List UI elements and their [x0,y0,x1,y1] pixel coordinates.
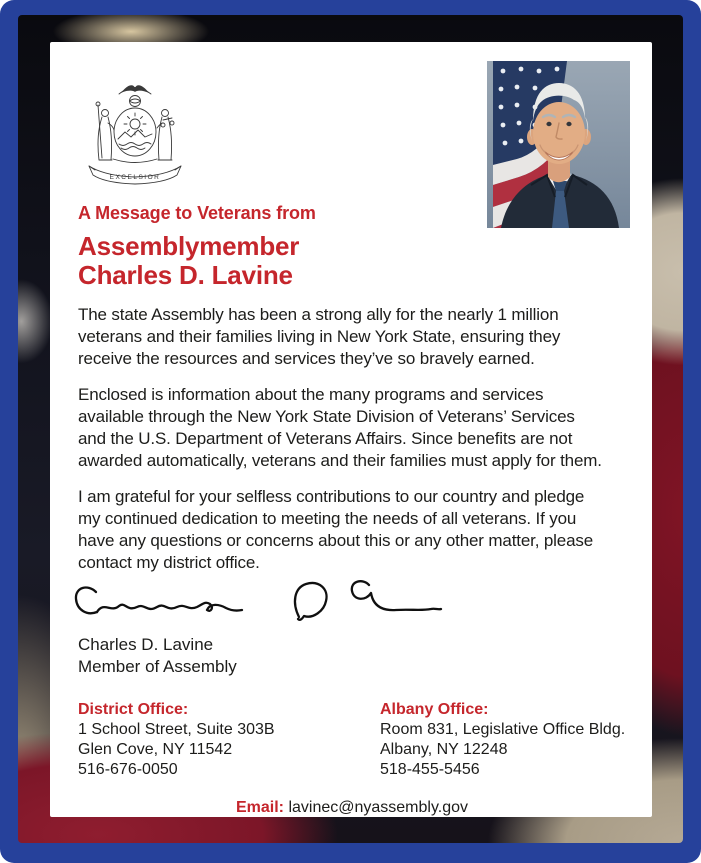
email-line [78,798,626,818]
email-label: Email: [235,799,284,816]
district-office-address-1: 1 School Street, Suite 303B [78,721,275,738]
signer-name: Charles D. Lavine [78,635,214,654]
albany-office-label: Albany Office: [380,701,489,718]
signer-title: Member of Assembly [78,657,237,676]
district-office-address-2: Glen Cove, NY 11542 [78,741,233,758]
district-office-label: District Office: [78,701,189,718]
office-info-row [78,700,626,780]
seal-motto-text: EXCELSIOR [109,174,161,181]
title-line-1: Assemblymember [78,231,300,261]
district-office-block [78,700,380,780]
paragraph-1: The state Assembly has been a strong ally for the nearly 1 million veterans and their families living in New York State, ensuring they receive the resources and services they’ve so bravely earned. [78,305,561,368]
district-office-phone: 516-676-0050 [78,761,178,778]
page-title [78,232,626,290]
albany-office-block [380,700,625,780]
kicker-heading: A Message to Veterans from [78,203,316,223]
paragraph-2: Enclosed is information about the many programs and services available through the New York State Division of Veterans’ Services and the U.S. Department of Veterans Affairs. Since benefits are not awarded automatically, veterans and their families must apply for them. [78,385,602,470]
letter-body [50,202,652,818]
albany-office-address-1: Room 831, Legislative Office Bldg. [380,721,626,738]
albany-office-address-2: Albany, NY 12248 [380,741,508,758]
ny-state-seal-graphic [75,80,195,190]
letter-card [50,42,652,817]
flag-background [18,15,683,843]
paragraph-3: I am grateful for your selfless contributions to our country and pledge my continued dedication to meeting the needs of all veterans. If you have any questions or concerns about this or any other matter, please contact my district office. [78,487,594,572]
signature-graphic [66,578,444,634]
email-address: lavinec@nyassembly.gov [288,799,469,816]
albany-office-phone: 518-455-5456 [380,761,480,778]
signer-block [78,634,626,678]
title-line-2: Charles D. Lavine [78,260,293,290]
